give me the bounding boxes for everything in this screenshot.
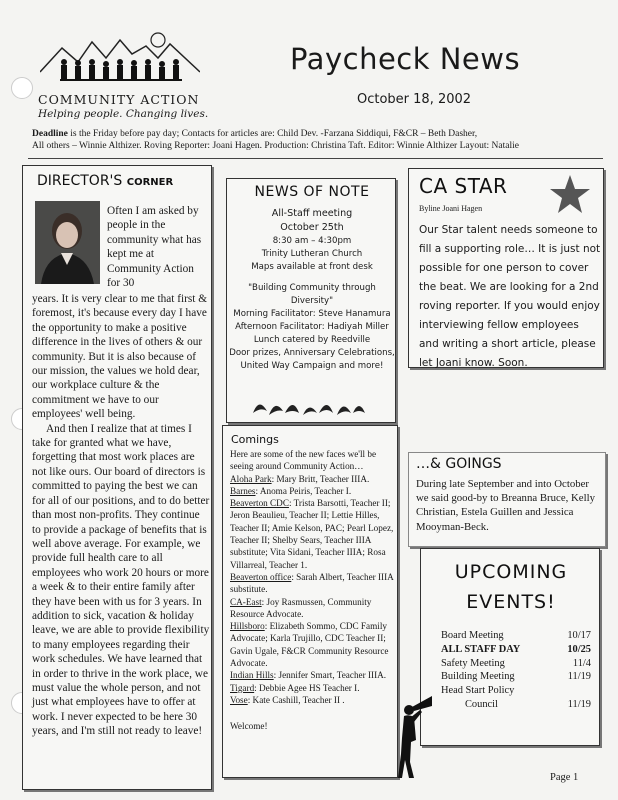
event-row [441, 643, 591, 657]
entry-text: : Kate Cashill, Teacher II . [247, 694, 345, 705]
entry-site: Tigard [230, 682, 255, 693]
comings-entry [230, 571, 394, 596]
comings-closing: Welcome! [230, 721, 268, 732]
event-name: Building Meeting [441, 671, 515, 683]
upcoming-events [420, 548, 600, 746]
meeting-date: October 25th [280, 222, 344, 233]
org-name: COMMUNITY ACTION [38, 92, 200, 107]
binder-hole [11, 77, 33, 99]
event-date: 11/19 [567, 698, 591, 710]
director-portrait [35, 201, 100, 284]
entry-site: Vose [230, 694, 248, 705]
morning-facilitator: Morning Facilitator: Steve Hanamura [233, 309, 391, 319]
star-icon [549, 173, 591, 215]
event-row [441, 629, 591, 643]
meeting-title: All-Staff meeting [271, 208, 353, 219]
ca-star-body: Our Star talent needs someone to fill a supporting role… It is just not possible for one person to cover the beat. We are looking for a 2nd roving reporter. If you would enjoy interviewing fellow employees and writing a short article, please let Joani know. Soon. [419, 224, 601, 369]
title-line: EVENTS! [466, 591, 556, 613]
event-name: Council [465, 698, 498, 710]
newsletter-title: Paycheck News [290, 42, 521, 76]
ca-star-byline: Byline Joani Hagen [419, 204, 483, 213]
director-paragraph: years. It is very clear to me that first & foremost, it's because every day I have the opportunity to make a positive difference in the lives of others & our community. But it is also because of our mission, the values we hold dear, our workplace culture & the commitment we have to our employees' well being. [32, 293, 208, 421]
lunch-note: Lunch catered by Reedville [253, 335, 371, 345]
meeting-time: 8:30 am – 4:30pm [272, 236, 352, 246]
director-article [32, 292, 210, 739]
comings-entry [230, 682, 394, 694]
directors-corner [22, 165, 212, 790]
herald-trumpeter-icon [398, 692, 434, 780]
comings-entry [230, 669, 394, 681]
entry-text: : Debbie Agee HS Teacher I. [254, 682, 360, 693]
comings-intro: Here are some of the new faces we'll be seeing around Community Action… [230, 449, 377, 472]
united-way: United Way Campaign and more! [240, 361, 384, 371]
director-paragraph: And then I realize that at times I take for granted what we have, forgetting that most work places are not like ours. Our board of directors is committed to paying the best we can for all of our positions, and to do better than most non-profits. They continue to provide a package of benefits that is well above average. For example, we provide full health care to all employees who work 20 hours or more a week & to their entire family after they have been with us for 3 years. In addition to sick, vacation & holiday leave, we are able to provide flexibility to many employees regarding their work schedules. We have learned that in order to thrive in the work place, we must value the whole person, and not just what employees have to offer at work. I never expected to be here 30 years, and I'm still not ready to leave! [32, 422, 210, 738]
event-name: Board Meeting [441, 630, 504, 641]
comings-entry [230, 485, 394, 497]
ca-star-title: CA STAR [419, 174, 508, 198]
leaves-ornament-icon [249, 395, 369, 417]
event-name: ALL STAFF DAY [441, 643, 521, 655]
meeting-maps: Maps available at front desk [251, 262, 373, 272]
comings-entry [230, 497, 394, 571]
event-row [441, 684, 591, 698]
event-row [441, 657, 591, 671]
directors-corner-title [37, 173, 173, 189]
org-tagline: Helping people. Changing lives. [38, 108, 209, 120]
entry-site: Aloha Park [230, 473, 272, 484]
comings-entry [230, 473, 394, 485]
entry-text: : Joy Rasmussen, Community Resource Advocate. [230, 596, 372, 619]
goings-title: …& GOINGS [416, 456, 502, 472]
event-date: 10/17 [567, 630, 591, 641]
event-list [441, 629, 591, 712]
entry-site: Beaverton CDC [230, 498, 289, 509]
credits-line-1: is the Friday before pay day; Contacts for articles are: Child Dev. -Farzana Siddiqui, F&CR – Beth Dasher, [67, 129, 478, 139]
entry-text: : Elizabeth Sommo, CDC Family Advocate; Karla Trujillo, CDC Teacher II; Gavin Ugale, F&CR Community Resource Advocate. [230, 621, 389, 669]
credits-line-2: All others – Winnie Althizer. Roving Reporter: Joani Hagen. Production: Christina Taft. Editor: Winnie Althizer Layout: Natalie [32, 141, 519, 151]
entry-site: CA-East [230, 596, 262, 607]
ca-star [408, 168, 604, 368]
title-line: UPCOMING [454, 561, 568, 583]
entry-site: Beaverton office [230, 571, 292, 582]
event-date: 10/25 [567, 643, 591, 655]
entry-text: : Mary Britt, Teacher IIIA. [271, 473, 370, 484]
comings-entry [230, 694, 394, 706]
entry-text: : Jennifer Smart, Teacher IIIA. [273, 670, 387, 681]
meeting-theme: "Building Community through Diversity" [248, 283, 376, 306]
entry-text: : Sarah Albert, Teacher IIIA substitute. [230, 571, 394, 595]
comings-body [230, 448, 394, 733]
meeting-location: Trinity Lutheran Church [261, 249, 363, 259]
header-rule [28, 158, 603, 159]
comings-title: Comings [231, 433, 279, 446]
entry-site: Hillsboro [230, 621, 265, 632]
event-name: Head Start Policy [441, 685, 515, 697]
afternoon-facilitator: Afternoon Facilitator: Hadiyah Miller [235, 322, 389, 332]
entry-text: : Trista Barsotti, Teacher II; Jeron Beaulieu, Teacher II; Lettie Hilles, Teacher II; Amie Kelson, PAC; Pearl Lopez, Teacher II; Shelby Sears, Teacher IIIA substitute; Vita Sidani, Teacher IIIA; Rosa Villarreal, Teacher 1. [230, 498, 394, 570]
deadline-label: Deadline [32, 129, 68, 139]
event-name: Safety Meeting [441, 657, 505, 669]
news-of-note-body [229, 207, 395, 373]
director-intro: Often I am asked by people in the community what has kept me at Community Action for 30 [107, 205, 202, 290]
event-date: 11/19 [567, 671, 591, 683]
title-small: CORNER [126, 177, 174, 188]
upcoming-events-title [421, 557, 601, 617]
community-action-logo [40, 32, 200, 94]
goings-body: During late September and into October we said good-by to Breanna Bruce, Kelly Christian, Estela Guillen and Jessica Mooyman-Beck. [416, 478, 595, 533]
goings [408, 452, 606, 547]
entry-text: : Anoma Peiris, Teacher I. [255, 485, 352, 496]
event-row [441, 670, 591, 684]
event-row [441, 698, 591, 712]
credits [32, 128, 592, 152]
door-prizes: Door prizes, Anniversary Celebrations, [229, 348, 395, 358]
comings-entry [230, 620, 394, 669]
entry-site: Indian Hills [230, 670, 274, 681]
comings-entry [230, 596, 394, 621]
issue-date: October 18, 2002 [357, 92, 472, 107]
page-number: Page 1 [550, 772, 579, 783]
event-date: 11/4 [572, 657, 591, 669]
news-of-note [226, 178, 396, 423]
entry-site: Barnes [230, 485, 256, 496]
comings [222, 425, 398, 778]
news-of-note-title: NEWS OF NOTE [254, 184, 370, 200]
title-main: DIRECTOR'S [37, 173, 123, 189]
